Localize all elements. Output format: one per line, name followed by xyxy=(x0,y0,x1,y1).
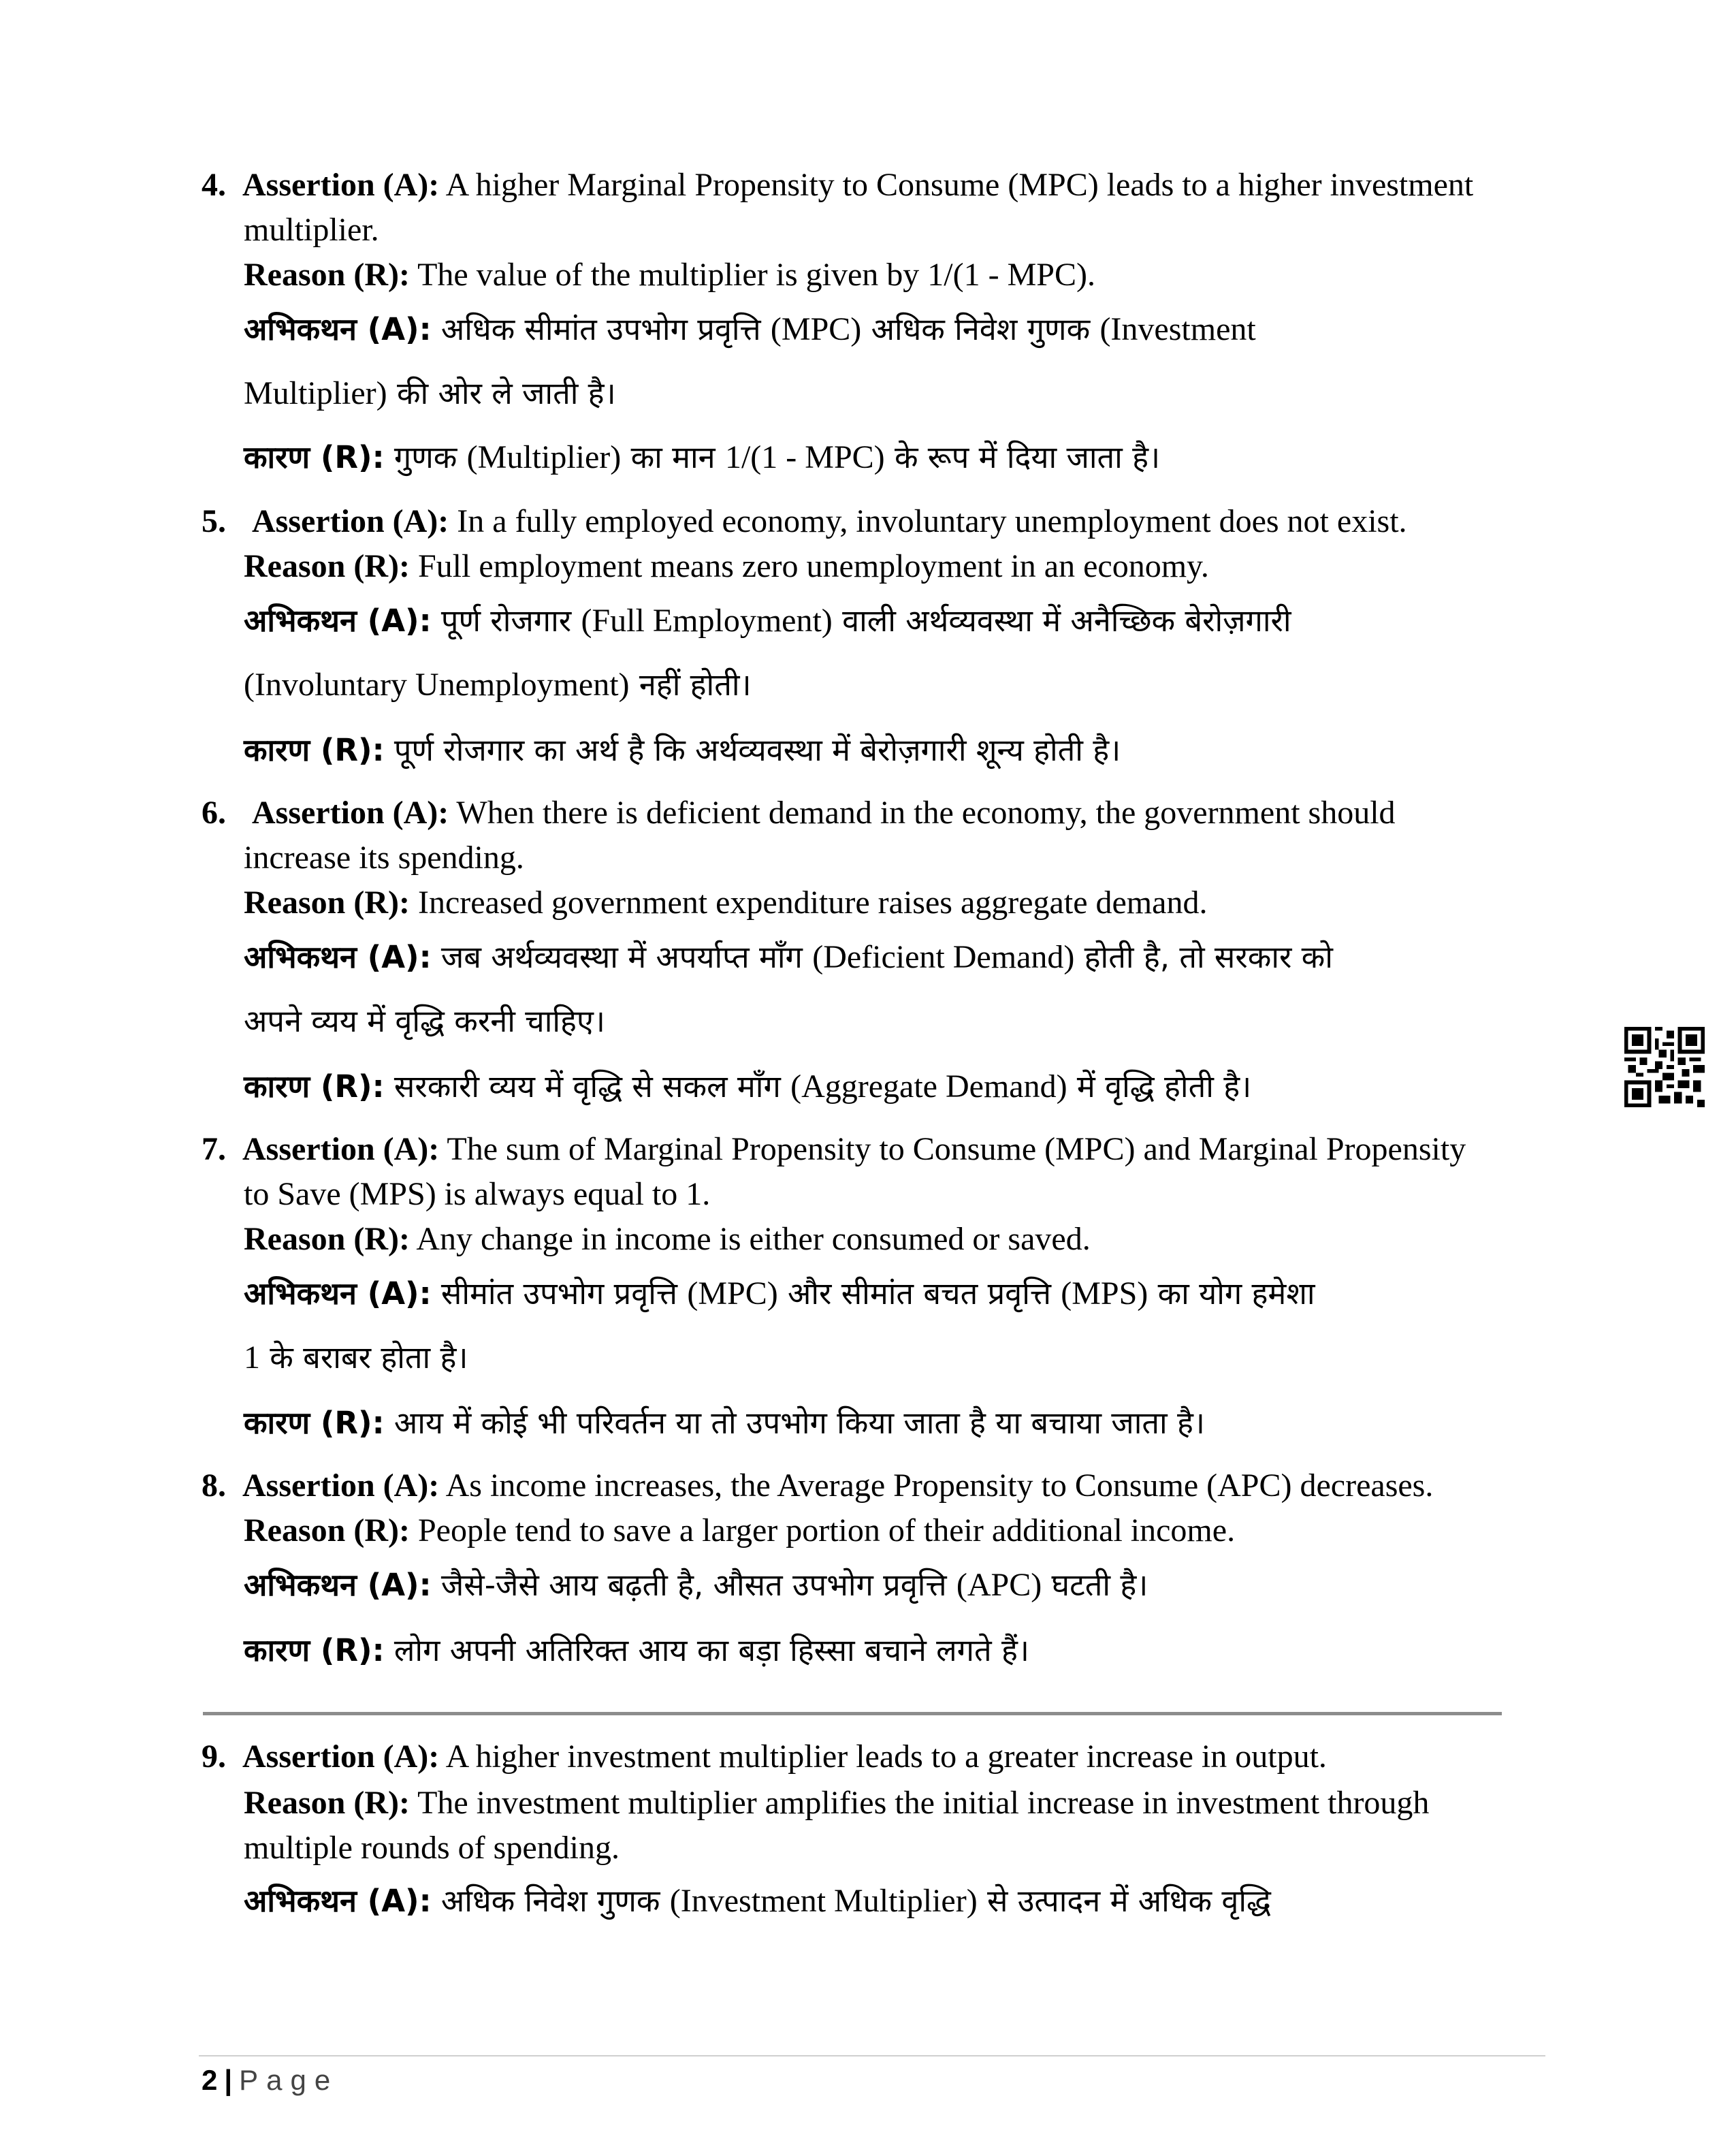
q5-hi-a-part: वाली अर्थव्यवस्था में अनैच्छिक बेरोज़गारी xyxy=(832,603,1291,639)
section-divider xyxy=(203,1712,1502,1715)
q4-hi-r-part: (Multiplier) xyxy=(466,439,622,475)
q8-hindi-reason xyxy=(244,1630,1029,1671)
assertion-label: Assertion (A): xyxy=(242,167,440,203)
q5-reason xyxy=(244,546,1209,587)
q4-reason-text: The value of the multiplier is given by 1/(1 - MPC). xyxy=(417,257,1095,293)
q5-hindi-reason xyxy=(244,730,1121,771)
q8-hi-a-part: घटती है। xyxy=(1042,1567,1148,1603)
reason-label: Reason (R): xyxy=(244,1785,410,1821)
q7-assertion-line2: to Save (MPS) is always equal to 1. xyxy=(244,1176,711,1212)
q6-hi-r-part: (Aggregate Demand) xyxy=(790,1068,1067,1105)
footer-separator: | xyxy=(224,2064,233,2096)
abhikathan-label: अभिकथन (A): xyxy=(244,939,432,975)
q9-assertion-text: A higher investment multiplier leads to a greater increase in output. xyxy=(445,1738,1327,1775)
q5-assertion-line1 xyxy=(252,501,1407,542)
q7-hi-a-part: और सीमांत बचत प्रवृत्ति xyxy=(777,1275,1061,1312)
abhikathan-label: अभिकथन (A): xyxy=(244,311,432,347)
q7-reason-text: Any change in income is either consumed or saved. xyxy=(416,1221,1091,1257)
q7-number: 7. xyxy=(202,1131,226,1167)
q5-hi-r-part: पूर्ण रोजगार का अर्थ है कि अर्थव्यवस्था में बेरोज़गारी शून्य होती है। xyxy=(393,732,1121,768)
q4-hi-r-part: के रूप में दिया जाता है। xyxy=(884,439,1161,475)
q9-hindi-assertion-line1 xyxy=(244,1881,1271,1922)
assertion-label: Assertion (A): xyxy=(242,1467,440,1504)
q6-hi-r-part: में वृद्धि होती है। xyxy=(1067,1068,1252,1105)
q9-hi-a-part: अधिक निवेश गुणक xyxy=(440,1883,670,1919)
q7-hi-a-part: सीमांत उपभोग प्रवृत्ति xyxy=(440,1275,688,1312)
karan-label: कारण (R): xyxy=(244,732,385,768)
reason-label: Reason (R): xyxy=(244,257,410,293)
reason-label: Reason (R): xyxy=(244,1221,410,1257)
q7-hindi-reason xyxy=(244,1403,1205,1444)
q7-hi-a-part: के बराबर होता है। xyxy=(260,1339,468,1376)
q4-hindi-reason xyxy=(244,437,1160,478)
q9-hi-a-part: से उत्पादन में अधिक वृद्धि xyxy=(977,1883,1271,1919)
q8-hindi-assertion-line1 xyxy=(244,1565,1148,1606)
karan-label: कारण (R): xyxy=(244,1405,385,1441)
abhikathan-label: अभिकथन (A): xyxy=(244,1275,432,1312)
q6-hindi-assertion-line2: अपने व्यय में वृद्धि करनी चाहिए। xyxy=(244,1003,605,1039)
q6-hi-a-part: होती है, तो सरकार को xyxy=(1074,939,1333,975)
q8-assertion-text: As income increases, the Average Propensity to Consume (APC) decreases. xyxy=(445,1467,1434,1504)
q8-number: 8. xyxy=(202,1467,226,1504)
page-word: Page xyxy=(239,2064,339,2096)
assertion-label: Assertion (A): xyxy=(252,795,449,831)
q7-assertion-text: The sum of Marginal Propensity to Consume (MPC) and Marginal Propensity xyxy=(447,1131,1466,1167)
q9-reason-line2: multiple rounds of spending. xyxy=(244,1830,620,1866)
q4-hi-r-part: 1/(1 - MPC) xyxy=(724,439,885,475)
q4-reason xyxy=(244,255,1095,296)
q6-assertion-line1 xyxy=(252,793,1396,833)
q4-hindi-assertion-line1 xyxy=(244,309,1256,350)
reason-label: Reason (R): xyxy=(244,548,410,584)
q9-assertion-line1 xyxy=(242,1736,1327,1777)
q7-hi-a-part: का योग हमेशा xyxy=(1148,1275,1315,1312)
q9-reason-line1 xyxy=(244,1783,1429,1824)
abhikathan-label: अभिकथन (A): xyxy=(244,603,432,639)
q6-number: 6. xyxy=(202,795,226,831)
q5-hindi-assertion-line1 xyxy=(244,601,1291,641)
q6-hi-a-part: (Deficient Demand) xyxy=(812,939,1075,975)
q5-hindi-assertion-line2 xyxy=(244,665,752,705)
q4-hi-a-part: अधिक सीमांत उपभोग प्रवृत्ति xyxy=(440,311,771,347)
q8-reason-text: People tend to save a larger portion of their additional income. xyxy=(417,1512,1236,1548)
q4-hi-a-part: अधिक निवेश गुणक xyxy=(861,311,1100,347)
q4-hi-a-part: की ओर ले जाती है। xyxy=(387,375,616,411)
q4-number: 4. xyxy=(202,167,226,203)
q5-hi-a-part: पूर्ण रोजगार xyxy=(440,603,581,639)
q6-hi-a-part: जब अर्थव्यवस्था में अपर्याप्त माँग xyxy=(440,939,813,975)
q5-hi-a-part: (Involuntary Unemployment) xyxy=(244,667,630,703)
q5-hi-a-part: (Full Employment) xyxy=(581,603,833,639)
q7-reason xyxy=(244,1219,1091,1260)
q5-hi-a-part: नहीं होती। xyxy=(629,667,752,703)
q7-assertion-line1 xyxy=(242,1129,1466,1170)
q4-hi-r-part: का मान xyxy=(621,439,725,475)
q9-hi-a-part: (Investment Multiplier) xyxy=(669,1883,978,1919)
q4-hi-r-part: गुणक xyxy=(393,439,467,475)
q5-reason-text: Full employment means zero unemployment in an economy. xyxy=(417,548,1209,584)
karan-label: कारण (R): xyxy=(244,1068,385,1105)
q6-hindi-assertion-line1 xyxy=(244,937,1333,978)
q4-hi-a-part: (Investment xyxy=(1099,311,1256,347)
q4-assertion-line2: multiplier. xyxy=(244,212,379,248)
q6-assertion-line2: increase its spending. xyxy=(244,840,524,876)
karan-label: कारण (R): xyxy=(244,439,385,475)
q7-hi-a-part: 1 xyxy=(244,1339,260,1376)
q7-hi-a-part: (MPS) xyxy=(1061,1275,1148,1312)
q7-hi-a-part: (MPC) xyxy=(687,1275,778,1312)
q7-hindi-assertion-line1 xyxy=(244,1273,1315,1314)
q4-assertion-text: A higher Marginal Propensity to Consume (MPC) leads to a higher investment xyxy=(445,167,1474,203)
q6-hi-r-part: सरकारी व्यय में वृद्धि से सकल माँग xyxy=(393,1068,791,1105)
q8-hi-a-part: जैसे-जैसे आय बढ़ती है, औसत उपभोग प्रवृत्ति xyxy=(440,1567,957,1603)
q5-assertion-text: In a fully employed economy, involuntary unemployment does not exist. xyxy=(457,503,1407,539)
qr-code-icon xyxy=(1624,1027,1705,1107)
reason-label: Reason (R): xyxy=(244,885,410,921)
q7-hindi-assertion-line2 xyxy=(244,1337,468,1378)
q5-number: 5. xyxy=(202,503,226,539)
q9-number: 9. xyxy=(202,1738,226,1775)
footer-divider xyxy=(199,2055,1545,2056)
q4-assertion-line1 xyxy=(242,165,1473,206)
q6-reason xyxy=(244,883,1207,923)
q4-hi-a-part: Multiplier) xyxy=(244,375,387,411)
assertion-label: Assertion (A): xyxy=(252,503,449,539)
abhikathan-label: अभिकथन (A): xyxy=(244,1883,432,1919)
assertion-label: Assertion (A): xyxy=(242,1131,440,1167)
q4-hi-a-part: (MPC) xyxy=(770,311,862,347)
page-footer xyxy=(202,2063,338,2097)
q6-reason-text: Increased government expenditure raises aggregate demand. xyxy=(417,885,1208,921)
q6-hindi-reason xyxy=(244,1066,1251,1107)
page-number: 2 xyxy=(202,2064,218,2096)
assertion-label: Assertion (A): xyxy=(242,1738,440,1775)
reason-label: Reason (R): xyxy=(244,1512,410,1548)
abhikathan-label: अभिकथन (A): xyxy=(244,1567,432,1603)
q4-hindi-assertion-line2 xyxy=(244,373,616,414)
karan-label: कारण (R): xyxy=(244,1632,385,1668)
q9-reason-text: The investment multiplier amplifies the initial increase in investment through xyxy=(417,1785,1430,1821)
q6-assertion-text: When there is deficient demand in the economy, the government should xyxy=(456,795,1396,831)
q8-hi-a-part: (APC) xyxy=(956,1567,1042,1603)
q8-assertion-line1 xyxy=(242,1465,1433,1506)
q8-hi-r-part: लोग अपनी अतिरिक्त आय का बड़ा हिस्सा बचाने लगते हैं। xyxy=(393,1632,1029,1668)
q7-hi-r-part: आय में कोई भी परिवर्तन या तो उपभोग किया जाता है या बचाया जाता है। xyxy=(393,1405,1205,1441)
q8-reason xyxy=(244,1510,1235,1551)
